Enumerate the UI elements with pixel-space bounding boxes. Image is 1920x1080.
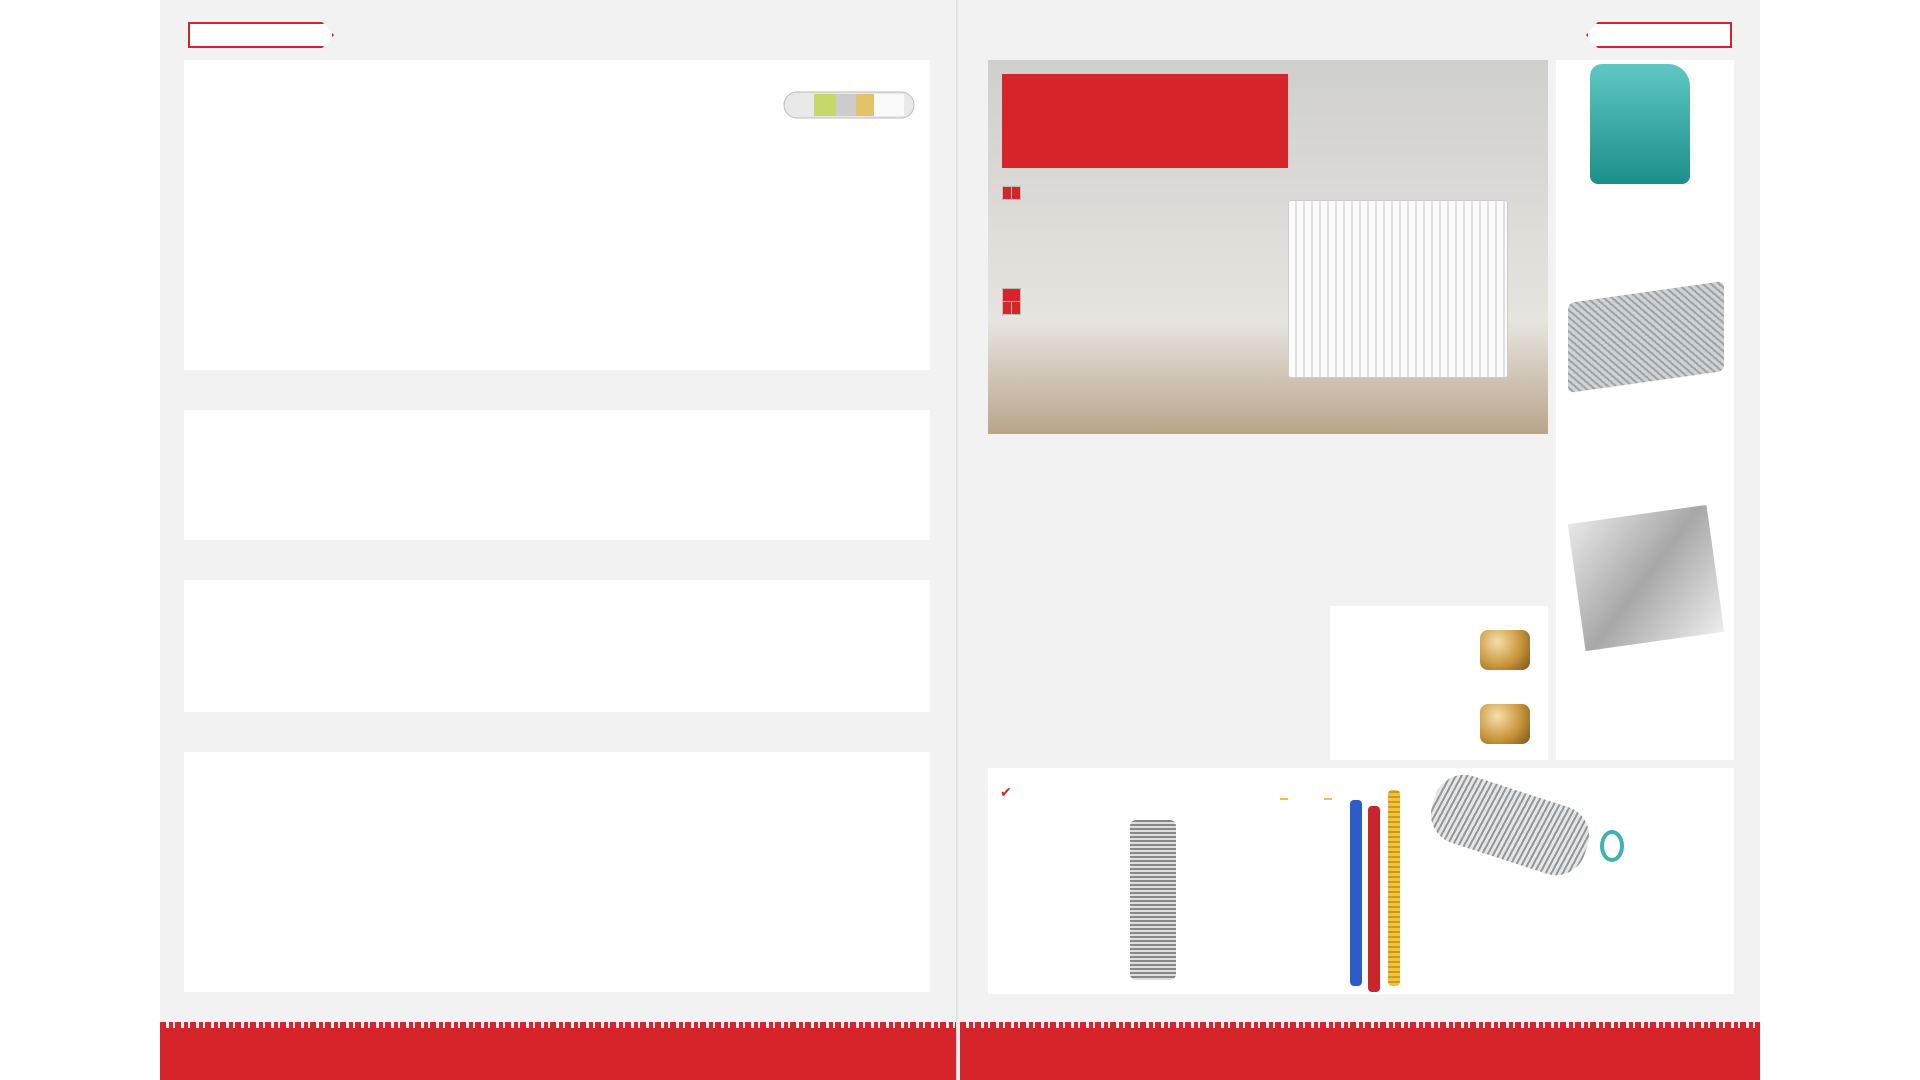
section-tag-left (188, 22, 334, 48)
page-right (960, 0, 1760, 1080)
section-tag-right (1586, 22, 1732, 48)
iso-desky-info (1564, 650, 1728, 659)
seal-ring-icon (1600, 830, 1624, 862)
catalog-spread (160, 0, 1760, 1080)
list-head-item (1003, 187, 1012, 200)
aqua-hoses-image (1130, 820, 1176, 980)
list-head-price (1012, 187, 1021, 200)
thermofreeze-image (1590, 64, 1690, 184)
plyn-label (1324, 798, 1332, 800)
flexi-hose-red (1368, 806, 1380, 992)
thermofreeze-info (1564, 206, 1724, 215)
radiator-hero (988, 60, 1548, 434)
perf-col-head (1003, 302, 1012, 315)
merabell-logo (1000, 784, 1013, 801)
radiator-image (1288, 200, 1508, 378)
iso-role-info (1564, 402, 1728, 411)
ppr-panel (184, 752, 930, 992)
flexi-hose-yellow (1388, 790, 1400, 986)
angle-fitting-image (1480, 704, 1530, 744)
pipe-layer-diagram (772, 62, 928, 142)
radiator-performance-table (1002, 288, 1021, 315)
iso-desky-image (1568, 505, 1724, 651)
check-icon: ✔ (1000, 784, 1013, 800)
perf-title (1003, 289, 1021, 302)
mosaz-panel (184, 410, 930, 540)
page-left (160, 0, 960, 1080)
radiator-list-table (1002, 186, 1021, 200)
footer-right (960, 1028, 1760, 1080)
flexi-hose-blue (1350, 800, 1362, 986)
radiator-price-box (1002, 74, 1288, 168)
footer-left (160, 1028, 960, 1080)
chrom-panel (184, 580, 930, 712)
straight-fitting-image (1480, 630, 1530, 670)
perf-sub-head (1012, 302, 1021, 315)
voda-label (1280, 798, 1288, 800)
pipe-layers-illustration (774, 74, 924, 134)
